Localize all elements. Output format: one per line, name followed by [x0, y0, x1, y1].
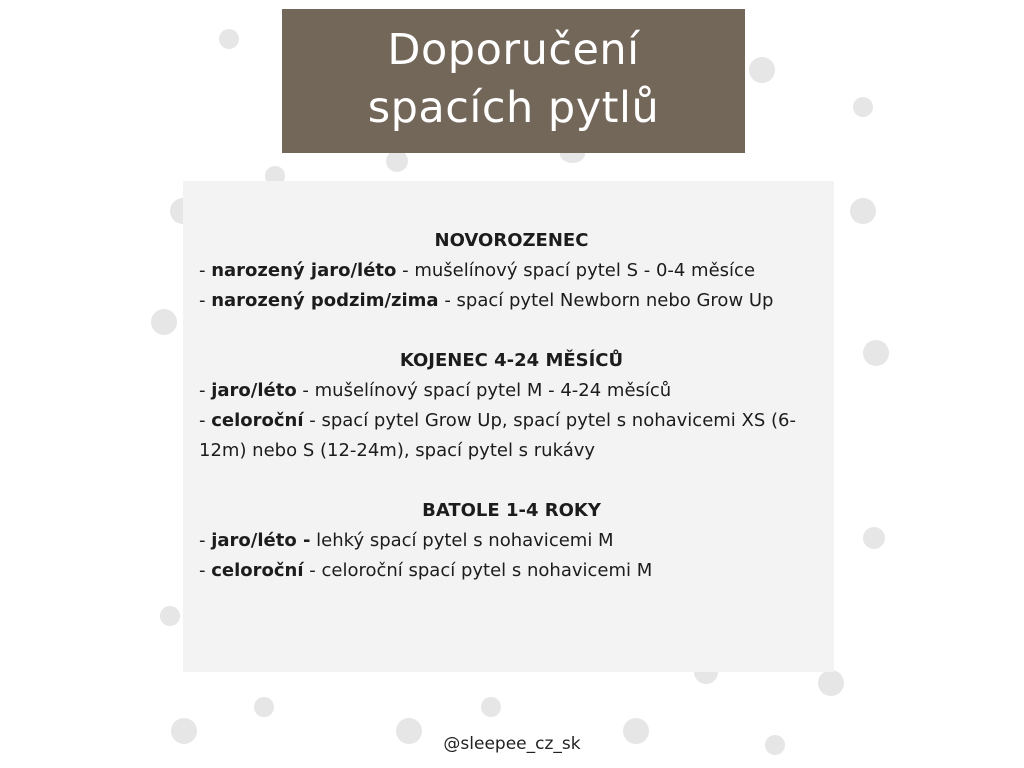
item-bold: celoroční: [211, 410, 304, 431]
item-prefix: -: [199, 410, 212, 431]
list-item: [199, 286, 824, 316]
item-prefix: -: [199, 290, 212, 311]
background-dot: [863, 527, 885, 549]
title-line-2: spacích pytlů: [367, 83, 660, 133]
item-text: lehký spací pytel s nohavicemi M: [310, 530, 614, 551]
background-dot: [219, 29, 239, 49]
item-bold: jaro/léto: [211, 380, 297, 401]
section-toddler: [199, 496, 824, 586]
background-dot: [850, 198, 876, 224]
list-item: [199, 256, 824, 286]
item-text: - mušelínový spací pytel S - 0-4 měsíce: [396, 260, 756, 281]
list-item: [199, 406, 824, 466]
title-line-1: Doporučení: [387, 25, 640, 75]
item-bold: narozený podzim/zima: [211, 290, 439, 311]
background-dot: [818, 670, 844, 696]
section-heading: KOJENEC 4-24 MĚSÍCŮ: [399, 350, 624, 371]
background-dot: [151, 309, 177, 335]
list-item: [199, 376, 824, 406]
item-text: - spací pytel Grow Up, spací pytel s nohavicemi XS (6-12m) nebo S (12-24m), spací pytel s rukávy: [199, 410, 796, 461]
section-heading: NOVOROZENEC: [434, 230, 589, 251]
item-prefix: -: [199, 560, 212, 581]
list-item: [199, 526, 824, 556]
item-bold: celoroční: [211, 560, 304, 581]
background-dot: [749, 57, 775, 83]
recommendations-card: [183, 181, 834, 672]
background-dot: [254, 697, 274, 717]
item-bold: narozený jaro/léto: [211, 260, 397, 281]
item-text: - mušelínový spací pytel M - 4-24 měsíců: [296, 380, 672, 401]
item-text: - celoroční spací pytel s nohavicemi M: [303, 560, 653, 581]
section-heading: BATOLE 1-4 ROKY: [422, 500, 601, 521]
item-prefix: -: [199, 530, 212, 551]
section-infant: [199, 346, 824, 466]
item-prefix: -: [199, 380, 212, 401]
background-dot: [386, 150, 408, 172]
item-bold: jaro/léto -: [211, 530, 311, 551]
social-handle: @sleepee_cz_sk: [443, 734, 581, 754]
background-dot: [853, 97, 873, 117]
item-prefix: -: [199, 260, 212, 281]
background-dot: [481, 697, 501, 717]
item-text: - spací pytel Newborn nebo Grow Up: [438, 290, 774, 311]
list-item: [199, 556, 824, 586]
title-banner: [282, 9, 745, 153]
section-newborn: [199, 226, 824, 316]
background-dot: [863, 340, 889, 366]
background-dot: [160, 606, 180, 626]
